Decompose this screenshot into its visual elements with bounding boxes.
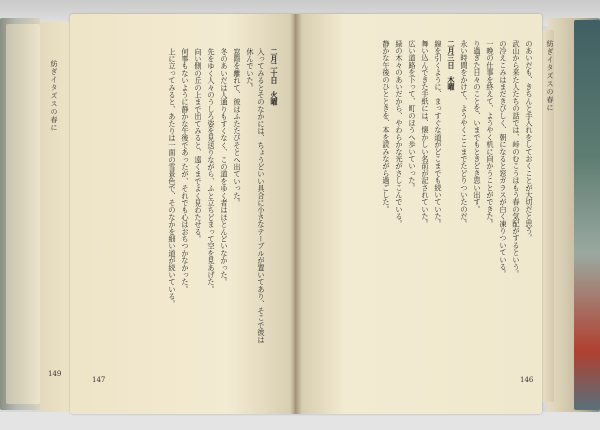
left-paragraph: 先をゆく人々のうしろ姿を見送りながら、ふと立ちどまって空を見あげた。: [207, 48, 216, 293]
left-paragraph: 上に立ってみると、あたりは一面の雪景色で、そのなかを細い道が続いている。: [168, 48, 177, 308]
left-paragraph: 冬のあいだは人通りもすくなく、この道をゆく者はほとんどいなかった。: [220, 48, 229, 286]
right-paragraph: 広い道路を下って、町のほうへ歩いていった。: [408, 40, 417, 192]
book-gutter: [290, 14, 302, 414]
right-paragraph: のあいだも、きちんと手入れをしておくことが大切だと思う。: [525, 40, 534, 242]
left-book-edge: [6, 24, 40, 404]
right-page-text: [310, 40, 535, 370]
left-paragraph: 何事もないように静かな午後であったが、それでも心はおちつかなかった。: [181, 48, 190, 293]
running-head-right: 紡ぎイタズスの春に: [546, 40, 554, 112]
right-paragraph: の冷えこみはまだきびしく、朝になると窓ガラスが白く凍りついている。: [499, 40, 508, 278]
right-paragraph: 静かな午後のひとときを、本を読みながら過ごした。: [382, 40, 391, 213]
right-paragraph: り過ぎた日々のことを、いまでもときどき思い出す。: [473, 40, 482, 213]
right-paragraph: 線を引くように、まっすぐな道がどこまでも続いていた。: [434, 40, 443, 228]
page-number-right: 146: [520, 376, 534, 384]
page-number-left: 147: [92, 376, 106, 384]
left-page-heading: 二月二十日 火曜: [270, 48, 279, 106]
left-paragraph: 窓際を離れて、彼はふたたびそとへ出ていった。: [233, 48, 242, 207]
right-paragraph: 一晩の仕事を終えて、ようやく机に向かうことができた。: [486, 40, 495, 228]
right-page-heading: 二月三日 木曜: [447, 40, 456, 91]
left-paragraph: 向い側の丘の上まで出てみると、遠くまでよく見わたせる。: [194, 48, 203, 243]
page-number-outer: 149: [48, 370, 62, 378]
running-head-left: 紡ぎイタズスの春に: [50, 60, 58, 132]
right-book-spine: [574, 20, 600, 410]
left-page-text: [100, 48, 280, 348]
right-paragraph: 永い時間をかけて、ようやくここまでたどりついたのだ。: [460, 40, 469, 228]
right-paragraph: 武山から来た人たちの話では、峠のむこうはもう春の気配がするという。: [512, 40, 521, 278]
right-paragraph: 舞い込んできた手紙には、懐かしい名前が記されていた。: [421, 40, 430, 228]
table-surface: [0, 412, 600, 430]
right-paragraph: 緑の木々のあいだから、やわらかな光がさしこんでいる。: [395, 40, 404, 228]
left-paragraph: 入ってみるとそのなかには、ちょうどいい具合に小さなテーブルが置いてあり、そこで彼は休んでいた。: [246, 48, 266, 344]
